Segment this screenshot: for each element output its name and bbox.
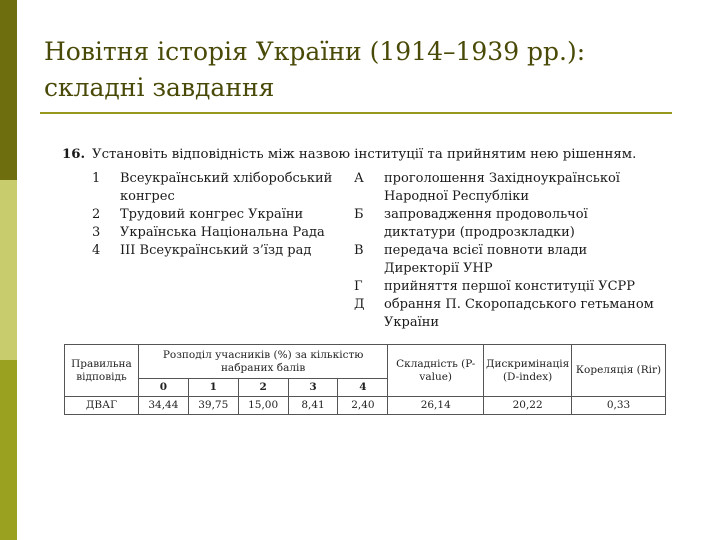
header-answer: Правильна відповідь — [65, 345, 139, 397]
slide-title — [44, 34, 684, 106]
side-decoration-bar — [0, 0, 17, 540]
cell-correlation: 0,33 — [572, 397, 666, 415]
score-header: 0 — [138, 379, 188, 397]
table-row — [65, 397, 666, 415]
cell-distribution: 39,75 — [188, 397, 238, 415]
right-item-text: запровадження продовольчої — [384, 207, 588, 222]
cell-complexity: 26,14 — [388, 397, 484, 415]
left-item-text: Трудовий конгрес України — [120, 207, 304, 222]
cell-answer: ДВАГ — [65, 397, 139, 415]
score-header: 1 — [188, 379, 238, 397]
cell-discrimination: 20,22 — [484, 397, 572, 415]
side-bar-medium-segment — [0, 360, 17, 540]
table-header-row — [65, 345, 666, 379]
left-item-text: ІІІ Всеукраїнський з’їзд рад — [120, 243, 312, 258]
right-item-text: обрання П. Скоропадського гетьманом — [384, 297, 654, 312]
title-underline — [40, 112, 672, 114]
right-item-text: проголошення Західноукраїнської — [384, 171, 620, 186]
right-item-text-continued: Народної Республіки — [384, 189, 530, 204]
right-item-letter: Д — [354, 297, 365, 312]
right-item-text-continued: України — [384, 315, 440, 330]
cell-distribution: 8,41 — [288, 397, 338, 415]
cell-distribution: 2,40 — [338, 397, 388, 415]
header-complexity: Складність (P-value) — [388, 345, 484, 397]
left-item-number: 2 — [92, 207, 101, 222]
right-item-text-continued: Директорії УНР — [384, 261, 493, 276]
score-header: 2 — [238, 379, 288, 397]
right-item-text: передача всієї повноти влади — [384, 243, 588, 258]
cell-distribution: 15,00 — [238, 397, 288, 415]
cell-distribution: 34,44 — [138, 397, 188, 415]
task-number: 16. — [62, 147, 86, 162]
left-item-text-continued: конгрес — [120, 189, 175, 204]
side-bar-light-segment — [0, 180, 17, 360]
task-header — [62, 146, 636, 163]
side-bar-dark-segment — [0, 0, 17, 180]
left-item-number: 1 — [92, 171, 101, 186]
header-correlation: Кореляція (Rir) — [572, 345, 666, 397]
header-distribution: Розподіл учасників (%) за кількістю набраних балів — [138, 345, 387, 379]
right-item-letter: В — [354, 243, 364, 258]
right-item-letter: А — [354, 171, 364, 186]
score-header: 3 — [288, 379, 338, 397]
slide-title-line-1: Новітня історія України (1914–1939 рр.): — [44, 37, 586, 66]
left-item-text: Всеукраїнський хліборобський — [120, 171, 333, 186]
right-item-letter: Г — [354, 279, 363, 294]
right-item-letter: Б — [354, 207, 364, 222]
right-item-text: прийняття першої конституції УСРР — [384, 279, 636, 294]
left-item-number: 3 — [92, 225, 101, 240]
score-header: 4 — [338, 379, 388, 397]
right-item-text-continued: диктатури (продрозкладки) — [384, 225, 575, 240]
left-item-text: Українська Національна Рада — [120, 225, 325, 240]
results-table — [64, 344, 666, 415]
left-item-number: 4 — [92, 243, 101, 258]
header-discrimination: Дискримінація (D-index) — [484, 345, 572, 397]
task-instruction: Установіть відповідність між назвою інституції та прийнятим нею рішенням. — [92, 147, 637, 162]
slide-title-line-2: складні завдання — [44, 73, 275, 102]
